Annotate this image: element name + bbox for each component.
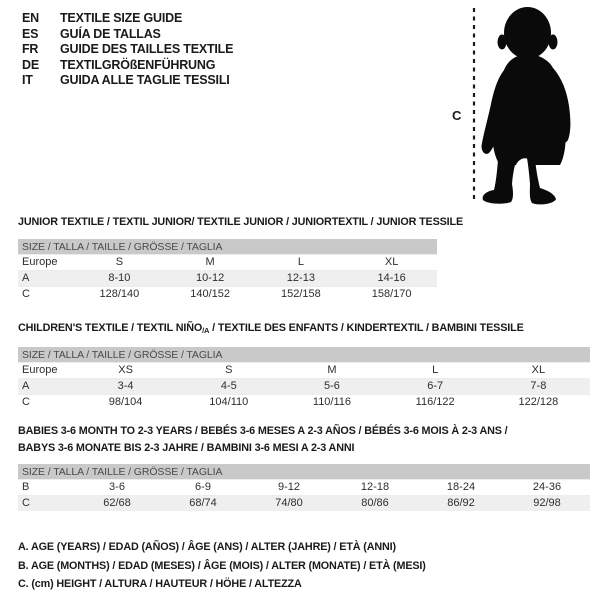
- language-code: EN: [22, 11, 39, 25]
- table-row: [18, 379, 590, 395]
- table-row: [18, 395, 590, 411]
- size-value-cell: 6-7: [427, 380, 444, 392]
- row-label-cell: C: [22, 497, 30, 509]
- size-value-cell: 140/152: [190, 288, 230, 300]
- babies-size-table: [18, 464, 590, 511]
- babies-table-title: [18, 423, 578, 457]
- title-text: / TEXTILE DES ENFANTS / KINDERTEXTIL / BAMBINI TESSILE: [209, 322, 524, 334]
- size-value-cell: M: [327, 364, 337, 376]
- size-value-cell: 158/170: [371, 288, 412, 300]
- size-value-cell: 9-12: [277, 481, 301, 493]
- language-code: FR: [22, 42, 39, 56]
- title-line-2: BABYS 3-6 MONATE BIS 2-3 JAHRE / BAMBINI 3-6 MESI A 2-3 ANNI: [18, 442, 355, 454]
- language-code: IT: [22, 73, 33, 87]
- size-value-cell: XL: [384, 256, 399, 268]
- size-header-bar: SIZE / TALLA / TAILLE / GRÖSSE / TAGLIA: [18, 464, 590, 480]
- title-line-1: BABIES 3-6 MONTH TO 2-3 YEARS / BEBÉS 3-6 MESES A 2-3 AÑOS / BÉBÉS 3-6 MOIS À 2-3 ANS /: [18, 425, 508, 437]
- size-value-cell: 7-8: [530, 380, 547, 392]
- title-text: CHILDREN'S TEXTILE / TEXTIL NIÑO: [18, 322, 203, 334]
- table-row: [18, 480, 590, 496]
- row-label-cell: Europe: [22, 364, 58, 376]
- language-title-list: [22, 11, 233, 89]
- guide-title-label: GUIDE DES TAILLES TEXTILE: [60, 42, 234, 56]
- guide-title-label: TEXTILGRÖßENFÜHRUNG: [60, 57, 216, 72]
- language-code: DE: [22, 57, 39, 72]
- size-value-cell: 18-24: [446, 481, 476, 493]
- footnote-b: B. AGE (MONTHS) / EDAD (MESES) / ÂGE (MOIS) / ALTER (MONATE) / ETÀ (MESI): [18, 559, 426, 572]
- childrens-table-title: [18, 322, 524, 335]
- list-item: [22, 11, 233, 27]
- size-value-cell: 68/74: [189, 497, 217, 509]
- size-value-cell: 10-12: [196, 272, 225, 284]
- childrens-size-table: [18, 347, 590, 410]
- guide-title-label: TEXTILE SIZE GUIDE: [60, 11, 183, 25]
- size-value-cell: L: [297, 256, 304, 268]
- junior-table-title: JUNIOR TEXTILE / TEXTIL JUNIOR/ TEXTILE JUNIOR / JUNIORTEXTIL / JUNIOR TESSILE: [18, 216, 464, 228]
- row-label-cell: A: [22, 272, 30, 284]
- toddler-silhouette: [440, 0, 600, 212]
- size-value-cell: 4-5: [220, 380, 237, 392]
- row-label-cell: C: [22, 396, 30, 408]
- table-row: [18, 255, 437, 271]
- size-value-cell: S: [115, 256, 124, 268]
- size-value-cell: XS: [118, 364, 133, 376]
- language-code: ES: [22, 26, 39, 41]
- size-value-cell: 12-18: [360, 481, 390, 493]
- size-value-cell: 5-6: [324, 380, 340, 392]
- size-value-cell: 24-36: [532, 481, 562, 493]
- size-value-cell: 12-13: [286, 272, 315, 284]
- size-value-cell: 62/68: [103, 497, 131, 509]
- size-header-bar: SIZE / TALLA / TAILLE / GRÖSSE / TAGLIA: [18, 347, 590, 363]
- table-row: [18, 271, 437, 287]
- baby-silhouette-shape: [482, 7, 571, 204]
- guide-title-label: GUIDA ALLE TAGLIE TESSILI: [60, 73, 230, 87]
- footnote-c: C. (cm) HEIGHT / ALTURA / HAUTEUR / HÖHE / ALTEZZA: [18, 578, 302, 590]
- size-value-cell: 86/92: [447, 497, 475, 509]
- title-subscript: /A: [202, 326, 210, 335]
- list-item: [22, 73, 233, 89]
- guide-title-label: GUÍA DE TALLAS: [60, 26, 161, 41]
- size-value-cell: 104/110: [209, 396, 249, 408]
- size-value-cell: 152/158: [280, 288, 321, 300]
- size-value-cell: S: [225, 364, 233, 376]
- size-value-cell: 80/86: [361, 497, 389, 509]
- size-value-cell: L: [432, 364, 439, 376]
- size-value-cell: XL: [531, 364, 546, 376]
- size-value-cell: 6-9: [195, 481, 211, 493]
- size-value-cell: 92/98: [533, 497, 561, 509]
- table-row: [18, 287, 437, 303]
- list-item: [22, 58, 233, 74]
- table-row: [18, 363, 590, 379]
- size-value-cell: 74/80: [275, 497, 303, 509]
- list-item: [22, 27, 233, 43]
- table-row: [18, 496, 590, 512]
- row-label-cell: A: [22, 380, 30, 392]
- measure-label-c: C: [452, 108, 462, 123]
- size-value-cell: 110/116: [312, 396, 352, 408]
- size-value-cell: 8-10: [108, 272, 131, 284]
- row-label-cell: B: [22, 481, 30, 493]
- size-value-cell: 122/128: [518, 396, 559, 408]
- row-label-cell: Europe: [22, 256, 58, 268]
- measurement-figure: [440, 0, 600, 212]
- size-header-bar: SIZE / TALLA / TAILLE / GRÖSSE / TAGLIA: [18, 239, 437, 255]
- junior-size-table: [18, 239, 437, 302]
- size-value-cell: 3-4: [117, 380, 134, 392]
- size-value-cell: 3-6: [109, 481, 125, 493]
- size-value-cell: M: [205, 256, 215, 268]
- size-value-cell: 128/140: [99, 288, 140, 300]
- footnote-a: A. AGE (YEARS) / EDAD (AÑOS) / ÂGE (ANS) / ALTER (JAHRE) / ETÀ (ANNI): [18, 541, 396, 553]
- size-value-cell: 116/122: [415, 396, 455, 408]
- size-value-cell: 98/104: [108, 396, 143, 408]
- list-item: [22, 42, 233, 58]
- size-value-cell: 14-16: [377, 272, 406, 284]
- row-label-cell: C: [22, 288, 30, 300]
- legend-footnotes: [18, 538, 426, 594]
